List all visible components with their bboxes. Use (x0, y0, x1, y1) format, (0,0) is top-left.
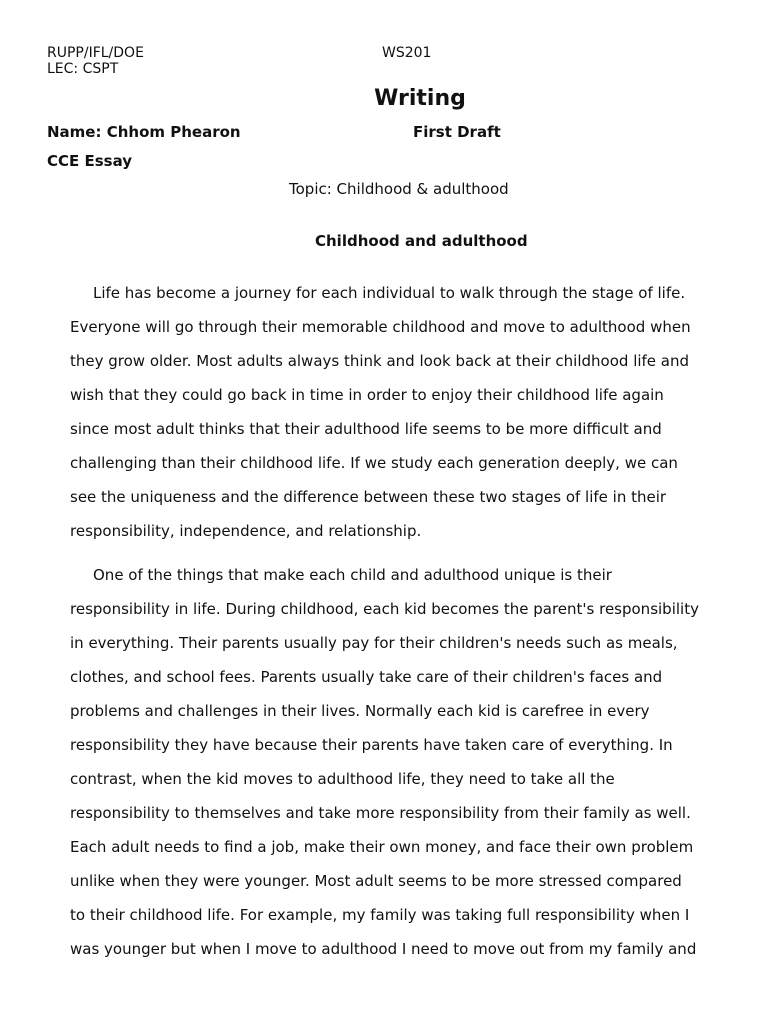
paragraph-line: problems and challenges in their lives. Normally each kid is carefree in every (70, 702, 650, 720)
paragraph-line: to their childhood life. For example, my family was taking full responsibility when I (70, 906, 690, 924)
paragraph-line: wish that they could go back in time in order to enjoy their childhood life again (70, 386, 664, 404)
paragraph-line: responsibility in life. During childhood, each kid becomes the parent's responsibility (70, 600, 699, 618)
paragraph-line: clothes, and school fees. Parents usually take care of their children's faces and (70, 668, 663, 686)
paragraph-line: One of the things that make each child and adulthood unique is their (93, 566, 612, 584)
document-title: Writing (374, 86, 466, 111)
draft-label: First Draft (413, 123, 501, 141)
essay-type-label: CCE Essay (47, 152, 133, 170)
paragraph-line: was younger but when I move to adulthood I need to move out from my family and (70, 940, 697, 958)
paragraph-line: unlike when they were younger. Most adult seems to be more stressed compared (70, 872, 682, 890)
essay-title: Childhood and adulthood (315, 232, 528, 250)
paragraph-line: they grow older. Most adults always think and look back at their childhood life and (70, 352, 690, 370)
paragraph-line: Life has become a journey for each individual to walk through the stage of life. (93, 284, 686, 302)
paragraph-line: contrast, when the kid moves to adulthood life, they need to take all the (70, 770, 615, 788)
paragraph-line: challenging than their childhood life. If we study each generation deeply, we can (70, 454, 678, 472)
lecturer-label: LEC: CSPT (47, 61, 119, 77)
paragraph-line: Everyone will go through their memorable childhood and move to adulthood when (70, 318, 691, 336)
paragraph-line: responsibility to themselves and take more responsibility from their family as well. (70, 804, 691, 822)
paragraph-line: responsibility, independence, and relationship. (70, 522, 422, 540)
paragraph-line: in everything. Their parents usually pay for their children's needs such as meals, (70, 634, 678, 652)
paragraph-line: responsibility they have because their parents have taken care of everything. In (70, 736, 673, 754)
student-name: Name: Chhom Phearon (47, 123, 241, 141)
paragraph-line: since most adult thinks that their adulthood life seems to be more difficult and (70, 420, 662, 438)
paragraph-line: see the uniqueness and the difference between these two stages of life in their (70, 488, 667, 506)
course-code-label: WS201 (382, 45, 432, 61)
topic-line: Topic: Childhood & adulthood (289, 180, 509, 198)
institution-label: RUPP/IFL/DOE (47, 45, 144, 61)
paragraph-line: Each adult needs to find a job, make their own money, and face their own problem (70, 838, 694, 856)
